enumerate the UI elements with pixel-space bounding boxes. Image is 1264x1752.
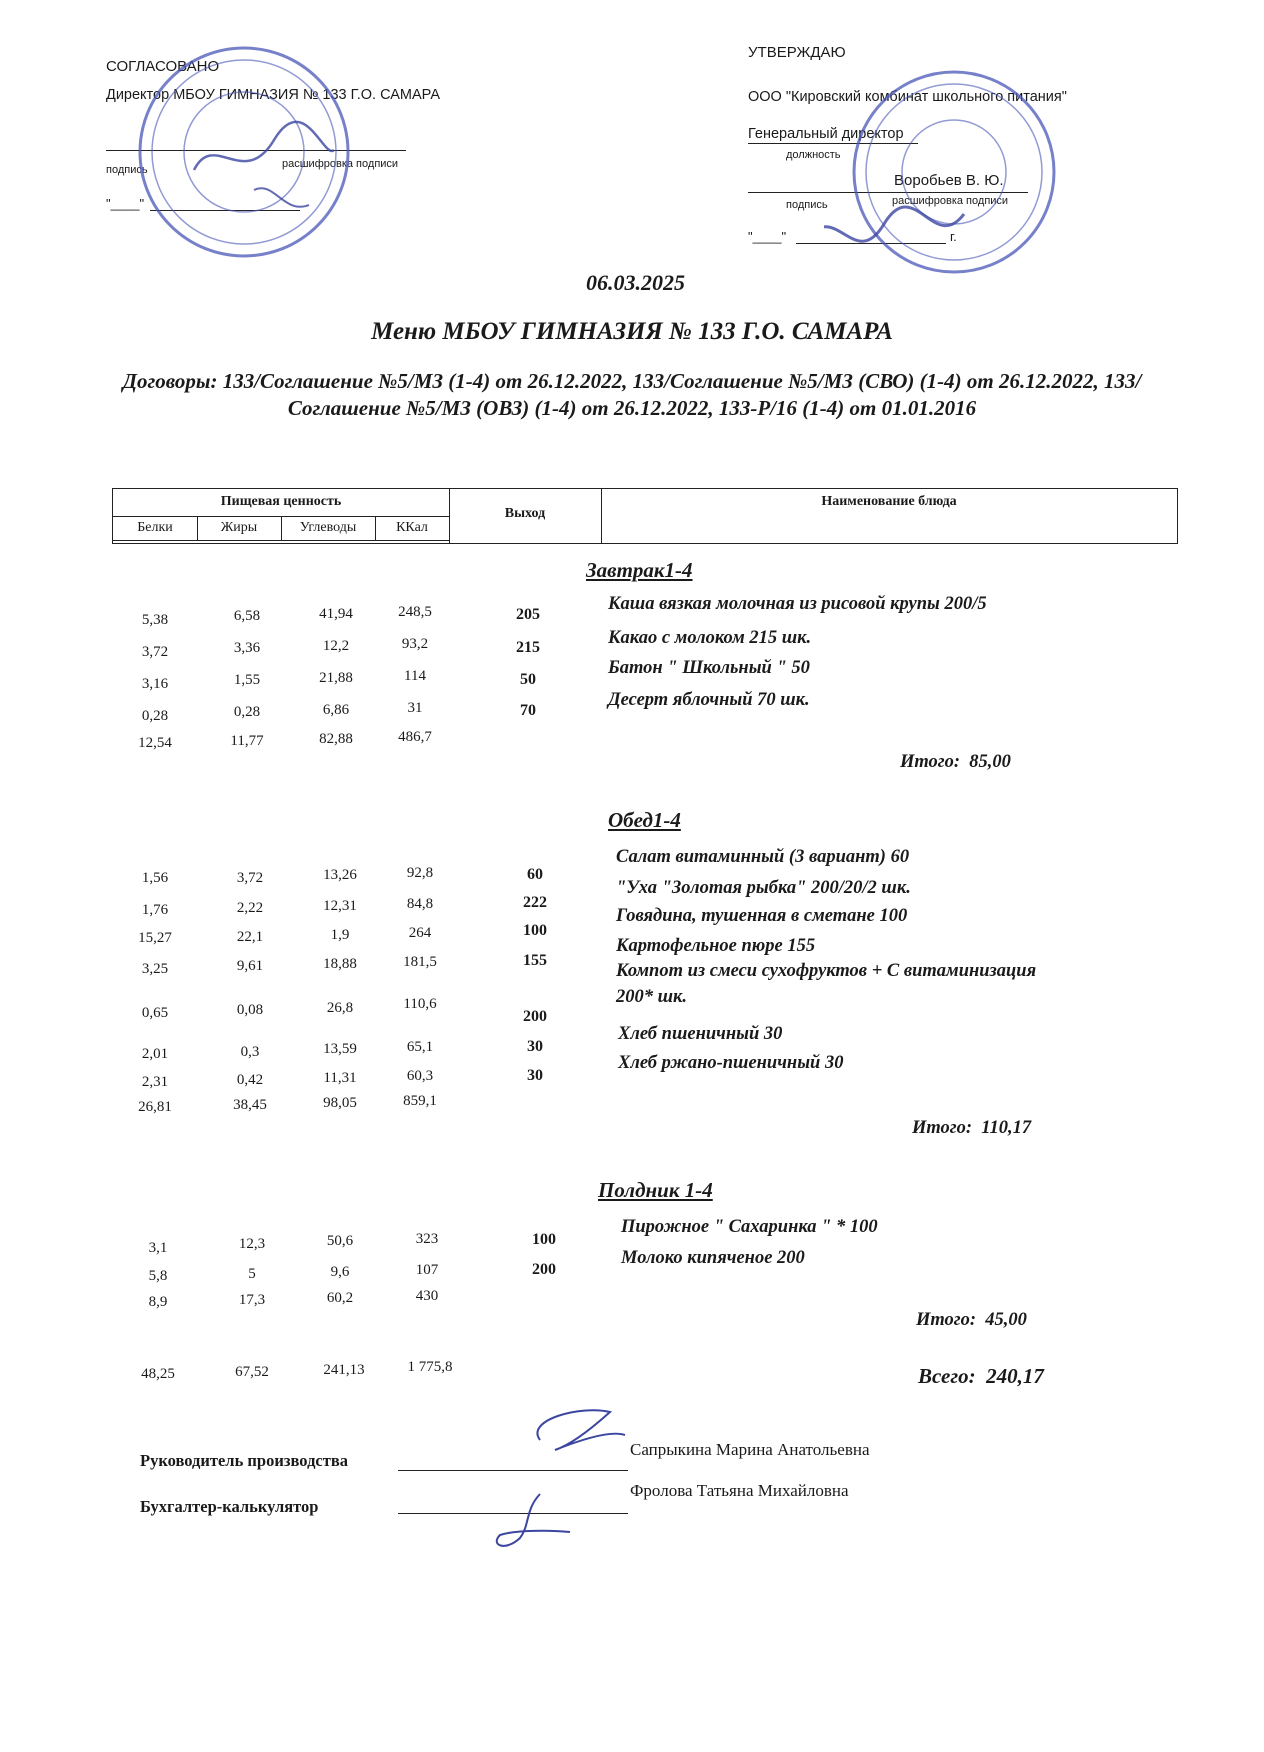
accountant-label: Бухгалтер-калькулятор: [140, 1497, 319, 1516]
cell-dish: Какао с молоком 215 шк.: [608, 628, 812, 648]
cell-output: 222: [523, 894, 547, 911]
cell-kcal: 110,6: [403, 996, 437, 1012]
sum-proteins: 8,9: [148, 1294, 168, 1310]
cell-dish: Пирожное " Сахаринка " * 100: [621, 1217, 878, 1237]
grand-fats: 67,52: [235, 1364, 269, 1380]
cell-proteins: 3,16: [141, 676, 169, 692]
grand-total-label: Всего:: [918, 1364, 976, 1388]
document-date: 06.03.2025: [586, 270, 685, 295]
cell-proteins: 0,65: [141, 1005, 169, 1021]
cell-proteins: 5,8: [148, 1268, 168, 1284]
header-nutrition: Пищевая ценность: [220, 494, 342, 509]
page-title: Меню МБОУ ГИМНАЗИЯ № 133 Г.О. САМАРА: [371, 318, 893, 345]
cell-kcal: 93,2: [401, 636, 429, 652]
approval-left-heading: СОГЛАСОВАНО: [106, 58, 220, 75]
table-header: [112, 488, 1178, 544]
cell-output: 100: [523, 922, 547, 939]
cell-carbs: 1,9: [330, 927, 350, 943]
cell-fats: 22,1: [236, 929, 264, 945]
cell-proteins: 1,76: [141, 902, 169, 918]
decode-caption: расшифровка подписи: [282, 158, 399, 170]
sum-carbs: 82,88: [319, 731, 353, 747]
cell-fats: 2,22: [236, 900, 264, 916]
grand-total: [918, 1364, 1044, 1389]
total-value: 85,00: [969, 752, 1011, 772]
approval-left-director: Директор МБОУ ГИМНАЗИЯ № 133 Г.О. САМАРА: [106, 87, 441, 103]
cell-dish: Компот из смеси сухофруктов + С витаминизация: [616, 961, 1037, 981]
cell-carbs: 12,31: [323, 898, 357, 914]
cell-output: 70: [520, 702, 536, 719]
cell-kcal: 114: [404, 668, 426, 684]
sum-kcal: 430: [415, 1288, 439, 1304]
section-title-breakfast: Завтрак1-4: [586, 558, 693, 582]
cell-carbs: 18,88: [323, 956, 357, 972]
cell-kcal: 248,5: [398, 604, 432, 620]
cell-output: 215: [516, 639, 540, 656]
cell-dish: Картофельное пюре 155: [616, 936, 816, 956]
approval-right-position: Генеральный директор: [748, 126, 904, 142]
total-snack: [916, 1310, 1027, 1331]
total-label: Итого:: [900, 752, 961, 772]
cell-proteins: 2,01: [141, 1046, 169, 1062]
header-output: Выход: [504, 506, 546, 521]
cell-output: 30: [527, 1038, 543, 1055]
header-kcal: ККал: [396, 520, 428, 535]
cell-fats: 0,42: [236, 1072, 264, 1088]
cell-kcal: 181,5: [403, 954, 437, 970]
sum-kcal: 486,7: [398, 729, 432, 745]
cell-carbs: 11,31: [323, 1070, 357, 1086]
section-title-snack: Полдник 1-4: [598, 1178, 713, 1202]
total-value: 45,00: [985, 1310, 1027, 1330]
cell-dish: Хлеб пшеничный 30: [618, 1024, 783, 1044]
header-dish-name: Наименование блюда: [821, 494, 957, 509]
grand-kcal: 1 775,8: [407, 1359, 453, 1375]
cell-fats: 9,61: [236, 958, 264, 974]
sign-caption: подпись: [786, 199, 828, 211]
cell-dish: Десерт яблочный 70 шк.: [608, 690, 810, 710]
cell-fats: 0,08: [236, 1002, 264, 1018]
cell-kcal: 65,1: [406, 1039, 434, 1055]
cell-output: 30: [527, 1067, 543, 1084]
cell-dish: Батон " Школьный " 50: [608, 658, 810, 678]
cell-carbs: 9,6: [330, 1264, 350, 1280]
cell-kcal: 323: [415, 1231, 439, 1247]
cell-kcal: 84,8: [406, 896, 434, 912]
cell-proteins: 2,31: [141, 1074, 169, 1090]
cell-output: 200: [532, 1261, 556, 1278]
cell-kcal: 31: [407, 700, 423, 716]
header-fats: Жиры: [220, 520, 258, 535]
cell-carbs: 6,86: [322, 702, 350, 718]
production-name: Сапрыкина Марина Анатольевна: [630, 1440, 870, 1459]
cell-dish: "Уха "Золотая рыбка" 200/20/2 шк.: [616, 878, 911, 898]
section-title-lunch: Обед1-4: [608, 808, 681, 832]
cell-proteins: 1,56: [141, 870, 169, 886]
cell-fats: 0,3: [240, 1044, 260, 1060]
cell-output: 200: [523, 1008, 547, 1025]
cell-dish: Салат витаминный (3 вариант) 60: [616, 847, 910, 867]
cell-proteins: 5,38: [141, 612, 169, 628]
approval-right-company: ООО "Кировский комбинат школьного питания": [748, 89, 1067, 105]
cell-fats: 12,3: [238, 1236, 266, 1252]
sum-fats: 17,3: [238, 1292, 266, 1308]
cell-carbs: 26,8: [326, 1000, 354, 1016]
cell-kcal: 92,8: [406, 865, 434, 881]
cell-proteins: 3,1: [148, 1240, 168, 1256]
decode-caption: расшифровка подписи: [892, 195, 1009, 207]
total-label: Итого:: [912, 1118, 973, 1138]
cell-fats: 3,72: [236, 870, 264, 886]
cell-kcal: 264: [408, 925, 432, 941]
cell-output: 205: [516, 606, 540, 623]
cell-carbs: 21,88: [319, 670, 353, 686]
grand-carbs: 241,13: [323, 1362, 365, 1378]
header-carbs: Углеводы: [299, 520, 357, 535]
sum-kcal: 859,1: [403, 1093, 437, 1109]
grand-proteins: 48,25: [141, 1366, 175, 1382]
sum-carbs: 60,2: [326, 1290, 354, 1306]
header-proteins: Белки: [137, 520, 173, 535]
total-breakfast: [900, 752, 1011, 773]
cell-carbs: 12,2: [322, 638, 350, 654]
school-stamp-icon: [134, 40, 374, 280]
date-prefix: "____": [106, 196, 145, 211]
position-caption: должность: [786, 149, 841, 161]
cell-dish: Хлеб ржано-пшеничный 30: [618, 1053, 844, 1073]
production-label: Руководитель производства: [140, 1451, 348, 1470]
cell-proteins: 3,72: [141, 644, 169, 660]
cell-fats: 3,36: [233, 640, 261, 656]
date-prefix: "____": [748, 229, 787, 244]
accountant-signature-icon: [470, 1490, 590, 1560]
contracts: Договоры: 133/Соглашение №5/МЗ (1-4) от 26.12.2022, 133/Соглашение №5/МЗ (СВО) (1-4) от 26.12.2022, 133/Соглашение №5/МЗ (ОВЗ) (1-4) от 26.12.2022, 133-Р/16 (1-4) от 01.01.2016: [122, 369, 1142, 420]
signature-line: [398, 1470, 628, 1471]
cell-kcal: 107: [415, 1262, 439, 1278]
cell-carbs: 13,26: [323, 867, 357, 883]
cell-fats: 0,28: [233, 704, 261, 720]
year-suffix: г.: [950, 229, 957, 244]
total-lunch: [912, 1118, 1031, 1139]
company-stamp-icon: [824, 64, 1084, 294]
cell-dish-continued: 200* шк.: [616, 987, 688, 1007]
production-signature-icon: [520, 1400, 640, 1470]
cell-proteins: 15,27: [138, 930, 172, 946]
cell-proteins: 3,25: [141, 961, 169, 977]
cell-dish: Молоко кипяченое 200: [621, 1248, 805, 1268]
cell-carbs: 50,6: [326, 1233, 354, 1249]
grand-total-value: 240,17: [986, 1364, 1044, 1388]
signer-name: Воробьев В. Ю.: [894, 172, 1004, 189]
cell-kcal: 60,3: [406, 1068, 434, 1084]
cell-fats: 5: [248, 1266, 256, 1282]
cell-fats: 1,55: [233, 672, 261, 688]
sum-fats: 38,45: [233, 1097, 267, 1113]
cell-output: 50: [520, 671, 536, 688]
sum-fats: 11,77: [230, 733, 264, 749]
total-value: 110,17: [981, 1118, 1032, 1138]
accountant-name: Фролова Татьяна Михайловна: [630, 1481, 849, 1500]
cell-fats: 6,58: [233, 608, 261, 624]
approval-right-heading: УТВЕРЖДАЮ: [748, 44, 846, 61]
cell-output: 155: [523, 952, 547, 969]
sign-caption: подпись: [106, 164, 148, 176]
total-label: Итого:: [916, 1310, 977, 1330]
cell-output: 60: [527, 866, 543, 883]
cell-output: 100: [532, 1231, 556, 1248]
sum-proteins: 12,54: [138, 735, 172, 751]
cell-carbs: 13,59: [323, 1041, 357, 1057]
cell-dish: Каша вязкая молочная из рисовой крупы 200/5: [608, 594, 987, 614]
sum-carbs: 98,05: [323, 1095, 357, 1111]
cell-carbs: 41,94: [319, 606, 353, 622]
sum-proteins: 26,81: [138, 1099, 172, 1115]
cell-dish: Говядина, тушенная в сметане 100: [616, 906, 908, 926]
cell-proteins: 0,28: [141, 708, 169, 724]
